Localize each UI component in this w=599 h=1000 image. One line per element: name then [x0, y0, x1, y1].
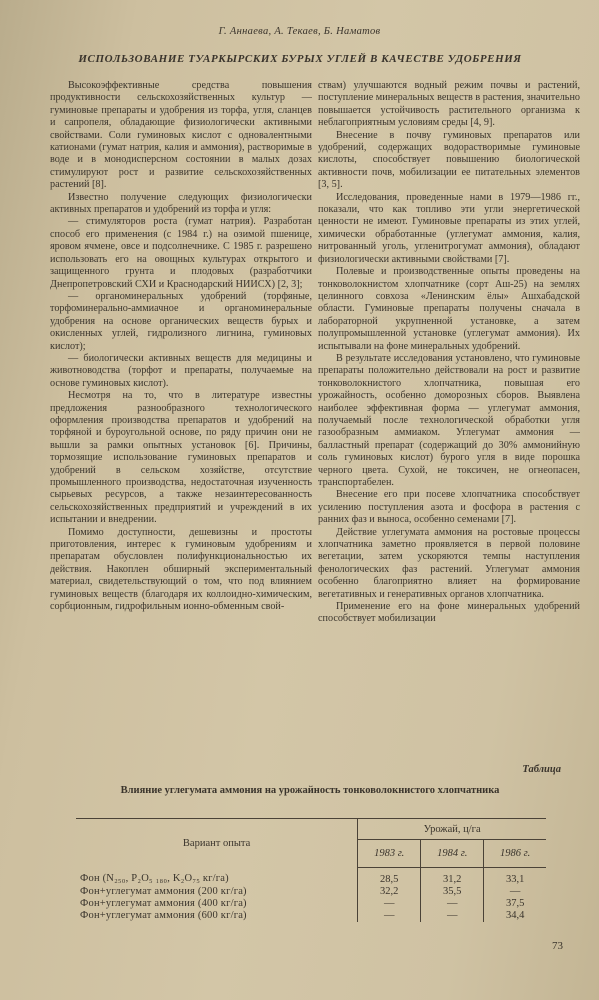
cell-value: —	[383, 897, 395, 909]
row-label: Фон (N₂₅₀, P₂O₅ ₁₈₀, K₂O₇₅ кг/га)	[76, 867, 358, 886]
cell-value: 34,4	[484, 910, 546, 922]
row-label: Фон+углегумат аммония (200 кг/га)	[76, 886, 358, 898]
table-row	[76, 898, 546, 910]
cell-value: 31,2	[421, 867, 484, 886]
right-text-column	[318, 80, 580, 758]
paragraph: Внесение в почву гуминовых препаратов или удобрений, содержащих водорастворимые гуминовые кислоты, способствует повышению биологической активности почв, мобилизации ее питательных элементов [3, 5].	[318, 129, 580, 191]
paragraph: ствам) улучшаются водный режим почвы и растений, поступление минеральных веществ в растения, значительно повышается устойчивость растительного организма к неблагоприятным условиям среды [4, 9].	[318, 80, 580, 129]
yield-table	[76, 818, 546, 922]
table-row	[76, 886, 546, 898]
paragraph: Помимо доступности, дешевизны и простоты приготовления, интерес к гуминовым удобрениям и препаратам обусловлен полифункциональностью их действия. Накоплен обширный экспериментальный материал, свидетельствующий о том, что под влиянием гуминовых веществ (благодаря их коллоидно-химическим, сорбционным, гидрофильным ионно-обменным свой-	[50, 526, 312, 613]
table-label: Таблица	[522, 764, 561, 775]
cell-value: 35,5	[421, 886, 484, 898]
table-row	[76, 910, 546, 922]
cell-value: —	[421, 898, 484, 910]
paragraph: Несмотря на то, что в литературе известны предложения разнообразного технологического оформления производства препаратов и удобрений на торфяной и буроугольной основе, по ряду причин они не вышли за рамки опытных установок [6]. Причины, тормозящие использование гуминовых препаратов и удобрений в сельском хозяйстве, отсутствие промышленного производства, недостаточная изученность сырьевых ресурсов, а также незаинтересованность сельскохозяйственных предприятий и учреждений в их испытании и внедрении.	[50, 390, 312, 526]
cell-value: 32,2	[380, 885, 399, 897]
cell-value: —	[421, 910, 484, 922]
table-row	[76, 867, 546, 886]
table-caption: Влияние углегумата аммония на урожайность тонковолокнистого хлопчатника	[120, 785, 500, 796]
paragraph: Внесение его при посеве хлопчатника способствует усилению поступления азота и фосфора в растения с ранних фаз и выноса, особенно семенами [7].	[318, 489, 580, 526]
header-year: 1983 г.	[358, 840, 421, 867]
cell-value: 33,1	[484, 867, 546, 886]
cell-value: —	[383, 909, 395, 921]
paragraph: — биологически активных веществ для медицины и животноводства (торфот и препараты, получаемые на основе гуминовых кислот).	[50, 352, 312, 389]
header-year: 1984 г.	[421, 840, 484, 867]
paragraph: Высокоэффективные средства повышения продуктивности сельскохозяйственных культур — гуминовые препараты и удобрения из торфа, угля, сланцев и сапропеля, обладающие физиологически активными свойствами. Соли гуминовых кислот с одновалентными катионами (гумат натрия, калия и аммония), растворимые в воде и в монодисперсном состоянии в малых дозах стимулируют рост и развитие сельскохозяйственных растений [8].	[50, 80, 312, 191]
paragraph: Исследования, проведенные нами в 1979—1986 гг., показали, что как топливо эти угли энергетической ценности не имеют. Гуминовые препараты из этих углей, химически обработанные (углегумат аммония, калия, нитрованный уголь, угленитрогумат аммония), обладают физиологически активными свойствами [7].	[318, 191, 580, 265]
paragraph: Действие углегумата аммония на ростовые процессы хлопчатника заметно проявляется в первой половине вегетации, затем ускоряются темпы наступления фенологических фаз растений. Углегумат аммония особенно благоприятно влияет на формирование вегетативных и генеративных органов хлопчатника.	[318, 526, 580, 600]
row-label: Фон+углегумат аммония (400 кг/га)	[76, 898, 358, 910]
cell-value: 28,5	[380, 873, 399, 885]
authors-line: Г. Аннаева, А. Текаев, Б. Наматов	[218, 26, 381, 37]
header-yield: Урожай, ц/га	[358, 819, 546, 840]
paragraph: Применение его на фоне минеральных удобрений способствует мобилизации	[318, 601, 580, 625]
paragraph: Известно получение следующих физиологически активных препаратов и удобрений из торфа и угля:	[50, 191, 312, 216]
row-label: Фон+углегумат аммония (600 кг/га)	[76, 910, 358, 922]
left-text-column	[50, 80, 312, 758]
paragraph: — стимуляторов роста (гумат натрия). Разработан способ его применения (с 1984 г.) на озимой пшенице, яровом ячмене, овсе и подсолнечнике. С 1985 г. разрешено использовать его на овощных культурах открытого и защищенного грунта и плодовых (разработчики Днепропетровский СХИ и Краснодарский НИИСХ) [2, 3];	[50, 216, 312, 290]
paragraph: В результате исследования установлено, что гуминовые препараты положительно действовали на рост и развитие тонковолокнистого хлопчатника, повышая его урожайность, особенно доморозных сборов. Выявлена наиболее эффективная форма — углегумат аммония, получаемый после технологической обработки угля газообразным аммиаком. Углегумат аммония — балластный препарат (содержащий до 30% аммонийную соль гуминовых кислот) бурого угля в виде порошка черного цвета. Сухой, не токсичен, не огнеопасен, транспортабелен.	[318, 352, 580, 488]
cell-value: —	[484, 886, 546, 898]
paragraph: — органоминеральных удобрений (торфяные, торфоминерально-аммиачное и органоминеральные удобрения на основе органических веществ бурых и окисленных углей, гидролизного лигнина, гуминовых кислот);	[50, 290, 312, 352]
page-number: 73	[552, 940, 563, 952]
header-year: 1986 г.	[484, 840, 546, 867]
paragraph: Полевые и производственные опыты проведены на тонковолокнистом хлопчатнике (сорт Аш-25) на землях целинного совхоза «Ленинским ёлы» Ашхабадской области. Гуминовые препараты получены сначала в лабораторной укрупненной установке, а затем полупромышленной установке (углегумат аммония). Их испытывали на фоне минеральных удобрений.	[318, 266, 580, 352]
cell-value: 37,5	[484, 898, 546, 910]
header-variant: Вариант опыта	[76, 819, 358, 868]
article-title: ИСПОЛЬЗОВАНИЕ ТУАРКЫРСКИХ БУРЫХ УГЛЕЙ В КАЧЕСТВЕ УДОБРЕНИЯ	[78, 53, 522, 65]
